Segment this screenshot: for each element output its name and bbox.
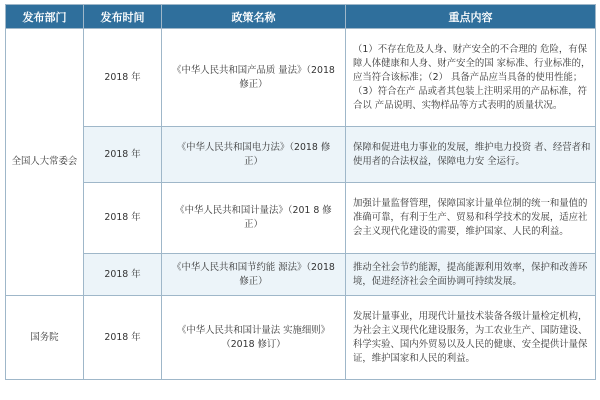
header-policy-name: 政策名称 (162, 5, 346, 29)
policy-table (5, 4, 596, 380)
table-row (6, 127, 596, 183)
time-cell: 2018 年 (84, 183, 162, 254)
header-key-content: 重点内容 (346, 5, 596, 29)
table-row (6, 296, 596, 380)
dept-cell: 国务院 (6, 296, 84, 380)
time-cell: 2018 年 (84, 127, 162, 183)
policy-name-cell: 《中华人民共和国节约能 源法》（2018 修正） (162, 254, 346, 296)
key-content-cell: 加强计量监督管理，保障国家计量单位制的统一和量值的准确可靠，有利于生产、贸易和科学技术的发展，适应社会主义现代化建设的需要，维护国家、人民的利益。 (346, 183, 596, 254)
header-time: 发布时间 (84, 5, 162, 29)
policy-name-cell: 《中华人民共和国电力法》（2018 修正） (162, 127, 346, 183)
header-row (6, 5, 596, 29)
key-content-cell: 发展计量事业，用现代计量技术装备各级计量检定机构，为社会主义现代化建设服务，为工农业生产、国防建设、科学实验、国内外贸易以及人民的健康、安全提供计量保证，维护国家和人民的利益。 (346, 296, 596, 380)
dept-cell: 全国人大常委会 (6, 29, 84, 296)
key-content-cell: 保障和促进电力事业的发展，维护电力投资 者、经营者和使用者的合法权益，保障电力安 全运行。 (346, 127, 596, 183)
key-content-cell: 推动全社会节约能源，提高能源利用效率，保护和改善环境，促进经济社会全面协调可持续发展。 (346, 254, 596, 296)
policy-name-cell: 《中华人民共和国产品质 量法》（2018 修正） (162, 29, 346, 127)
table-row (6, 254, 596, 296)
header-dept: 发布部门 (6, 5, 84, 29)
table-row (6, 29, 596, 127)
time-cell: 2018 年 (84, 29, 162, 127)
table-row (6, 183, 596, 254)
key-content-cell: （1）不存在危及人身、财产安全的不合理的 危险，有保障人体健康和人身、财产安全的国 家标准、行业标准的，应当符合该标准；（2） 具备产品应当具备的使用性能；（3）符合在产 品或者其包装上注明采用的产品标准，符合以 产品说明、实物样品等方式表明的质量状况。 (346, 29, 596, 127)
time-cell: 2018 年 (84, 296, 162, 380)
time-cell: 2018 年 (84, 254, 162, 296)
policy-name-cell: 《中华人民共和国计量法》（201 8 修正） (162, 183, 346, 254)
policy-name-cell: 《中华人民共和国计量法 实施细则》（2018 修订） (162, 296, 346, 380)
